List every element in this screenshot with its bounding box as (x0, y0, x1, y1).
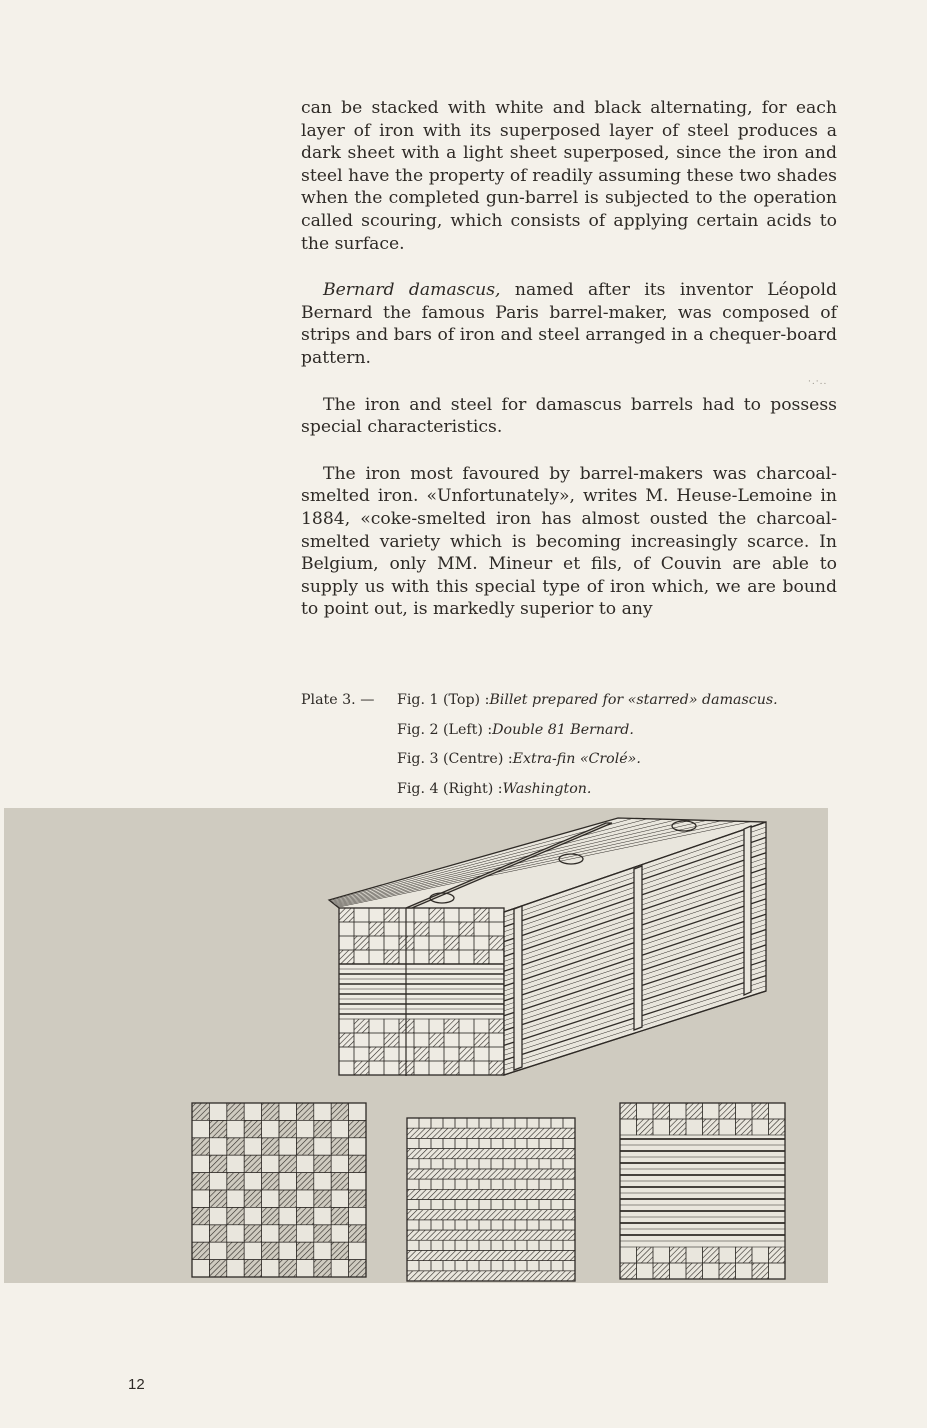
body-text (301, 97, 837, 621)
page-number: 12 (128, 1376, 145, 1393)
plate-drawing (4, 808, 828, 1283)
paragraph-3: The iron and steel for damascus barrels had to possess special characteristics. (301, 394, 837, 438)
caption-row-4 (301, 775, 861, 805)
paragraph-4: The iron most favoured by barrel-makers was charcoal-smelted iron. «Unfortunately», writes M. Heuse-Lemoine in 1884, «coke-smelted iron has almost ousted the charcoal-smelted variety which is becoming increasingly scarce. In Belgium, only MM. Mineur et fils, of Couvin are able to supply us with this special type of iron which, we are bound to point out, is markedly superior to any (301, 463, 837, 620)
caption-fig-label: Fig. 4 (Right) : (397, 780, 503, 797)
fig3-extra-fin-crole (407, 1118, 575, 1281)
plate-illustration (4, 808, 828, 1283)
caption-row-3 (301, 745, 861, 775)
plate-caption (301, 686, 861, 804)
caption-row-1 (301, 686, 861, 716)
caption-fig-text: Washington. (502, 780, 592, 797)
caption-row-2 (301, 716, 861, 746)
caption-fig-label: Fig. 3 (Centre) : (397, 751, 513, 767)
paragraph-1: can be stacked with white and black alternating, for each layer of iron with its superposed layer of steel produces a dark sheet with a light sheet superposed, since the iron and steel have the property of readily assuming these two shades when the completed gun-barrel is subjected to the operation called scouring, which consists of applying certain acids to the surface. (301, 98, 837, 254)
paragraph-2 (301, 279, 837, 369)
fig2-double-81-bernard (192, 1103, 366, 1277)
caption-fig-text: Double 81 Bernard. (492, 721, 634, 738)
paragraph-2-text: named after its inventor Léopold Bernard the famous Paris barrel-maker, was composed of strips and bars of iron and steel arranged in a chequer-board pattern. (301, 280, 837, 368)
bernard-damascus-term: Bernard damascus, (323, 280, 501, 301)
caption-fig-label: Fig. 1 (Top) : (397, 692, 490, 708)
print-speck: ·.·.. (808, 377, 828, 387)
fig4-washington (620, 1103, 785, 1279)
caption-fig-label: Fig. 2 (Left) : (397, 721, 493, 738)
caption-fig-text: Billet prepared for «starred» damascus. (489, 692, 778, 708)
fig1-billet (329, 818, 766, 1076)
caption-fig-text: Extra-fin «Crolé». (512, 751, 641, 767)
plate-label: Plate 3. — (301, 692, 375, 708)
